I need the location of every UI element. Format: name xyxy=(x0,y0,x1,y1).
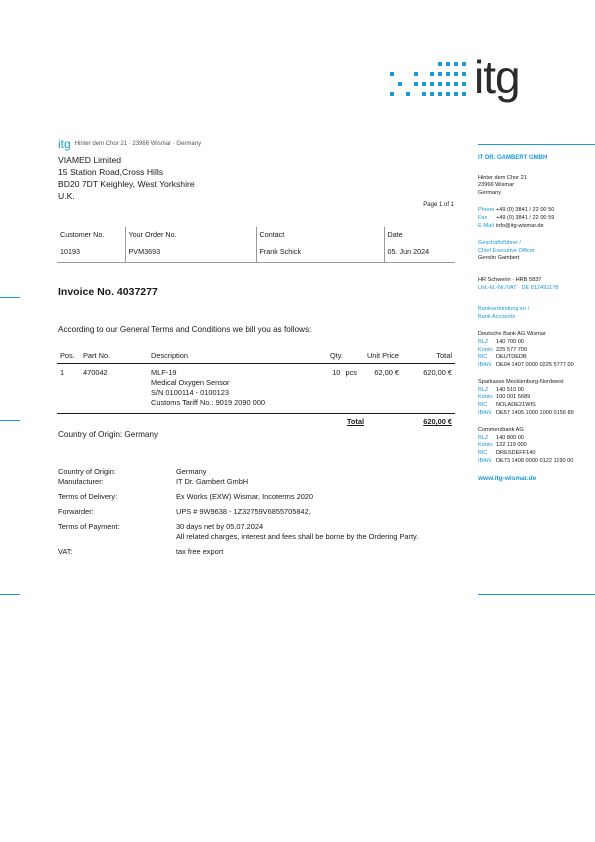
order-no-label: Your Order No. xyxy=(128,230,177,239)
term-value xyxy=(176,522,466,542)
company-address-line: Germany xyxy=(478,189,502,196)
date-cell xyxy=(384,227,455,263)
company-logo xyxy=(390,51,540,106)
bank-key: BLZ xyxy=(478,386,489,393)
logo-dot xyxy=(390,92,394,96)
term-row xyxy=(58,547,466,557)
bank-key: BLZ xyxy=(478,434,489,441)
logo-dot xyxy=(462,62,466,66)
item-unit-price: 62,00 € xyxy=(374,368,399,377)
bank-value: NOLADE21WIS xyxy=(496,402,536,409)
bank-key: BIC xyxy=(478,402,488,409)
right-column-top-rule xyxy=(478,144,595,145)
bank-key: Konto xyxy=(478,442,493,449)
registry-line: HR Schwerin · HRB 5837 xyxy=(478,276,542,283)
logo-dot xyxy=(462,92,466,96)
term-row xyxy=(58,477,466,487)
bank-row xyxy=(478,450,595,458)
logo-dot xyxy=(438,72,442,76)
company-info-column xyxy=(478,155,595,483)
bank-key: Konto xyxy=(478,346,493,353)
bank-row xyxy=(478,354,595,362)
term-value: tax free export xyxy=(176,547,224,556)
bank-row xyxy=(478,347,595,355)
bank-value: DEUTDEDB xyxy=(496,354,527,361)
company-name: IT DR. GAMBERT GMBH xyxy=(478,155,548,161)
contact-key: Fax xyxy=(478,214,488,221)
logo-dot xyxy=(398,82,402,86)
company-address-line: 23966 Wismar xyxy=(478,182,515,189)
contact-value: info@itg-wismar.de xyxy=(496,222,544,229)
term-key: Forwarder: xyxy=(58,507,94,516)
invoice-info-table xyxy=(57,227,455,263)
item-desc-line: S/N 0100114 - 0100123 xyxy=(151,388,229,397)
total-label-cell xyxy=(57,417,371,426)
item-part-no: 470042 xyxy=(83,368,108,377)
contact-row xyxy=(478,223,595,231)
bank-value: 140 510 00 xyxy=(496,386,524,393)
recipient-line: BD20 7DT Keighley, West Yorkshire xyxy=(58,179,195,189)
bank-row xyxy=(478,394,595,402)
bank-value: 140 700 00 xyxy=(496,338,524,345)
sender-address: Hinter dem Chor 21 · 23966 Wismar · Germany xyxy=(74,141,202,147)
recipient-address xyxy=(58,154,195,202)
total-label: Total xyxy=(346,417,364,426)
contact-value: +49 (0) 3841 / 22 00 59 xyxy=(496,214,555,221)
col-part-header: Part No. xyxy=(83,351,111,360)
logo-dot xyxy=(438,92,442,96)
terms-block xyxy=(58,467,466,562)
logo-dot xyxy=(430,72,434,76)
company-address xyxy=(478,175,595,198)
term-row xyxy=(58,467,466,477)
order-no-cell xyxy=(125,227,256,263)
bank-key: IBAN xyxy=(478,361,492,368)
md-heading-line: Chief Executive Officer xyxy=(478,247,535,254)
contact-row xyxy=(478,207,595,215)
bank-key: BIC xyxy=(478,354,488,361)
managing-director xyxy=(478,240,595,263)
md-heading-line: Geschäftsführer / xyxy=(478,240,521,247)
country-origin-line: Country of Origin: Germany xyxy=(58,430,159,439)
item-desc-line: Medical Oxygen Sensor xyxy=(151,378,230,387)
logo-dot xyxy=(438,62,442,66)
company-contact xyxy=(478,207,595,230)
bank-value: 100 001 5689 xyxy=(496,394,531,401)
punch-mark xyxy=(0,420,20,421)
contact-value: Frank Schick xyxy=(259,247,302,256)
logo-dot xyxy=(454,82,458,86)
term-row xyxy=(58,507,466,517)
term-key: Terms of Delivery: xyxy=(58,492,118,501)
total-value-cell xyxy=(371,417,455,426)
col-qty-header: Qty. xyxy=(329,351,343,360)
bank-value: DE57 1405 1000 1000 0156 89 xyxy=(496,409,574,416)
bank-value: DE73 1408 0000 0122 1190 00 xyxy=(496,457,574,464)
logo-dot xyxy=(446,92,450,96)
logo-dot xyxy=(438,82,442,86)
logo-dot xyxy=(422,82,426,86)
recipient-line: U.K. xyxy=(58,191,75,201)
invoice-title: Invoice No. 4037277 xyxy=(58,286,158,298)
total-value: 620,00 € xyxy=(423,417,452,426)
contact-key: Phone xyxy=(478,207,495,214)
date-label: Date xyxy=(387,230,403,239)
table-row xyxy=(57,364,455,408)
items-header-row xyxy=(57,348,455,364)
contact-label: Contact xyxy=(259,230,285,239)
col-total-header: Total xyxy=(436,351,452,360)
col-pos-header: Pos. xyxy=(60,351,75,360)
bank-row xyxy=(478,402,595,410)
term-value: IT Dr. Gambert GmbH xyxy=(176,477,249,486)
col-unit-header: Unit Price xyxy=(366,351,399,360)
logo-dot xyxy=(414,82,418,86)
bank-value: 225 577 700 xyxy=(496,346,528,353)
item-total: 620,00 € xyxy=(423,368,452,377)
logo-dot xyxy=(430,92,434,96)
bank-account xyxy=(478,427,595,465)
logo-dot xyxy=(414,72,418,76)
order-no-value: PVM3693 xyxy=(128,247,161,256)
bank-row xyxy=(478,410,595,418)
bank-account xyxy=(478,379,595,417)
bank-row xyxy=(478,435,595,443)
bank-key: BIC xyxy=(478,450,488,457)
contact-row xyxy=(478,215,595,223)
bank-name: Sparkasse Mecklenburg-Nordwest xyxy=(478,379,564,386)
contact-key: E-Mail xyxy=(478,222,494,229)
logo-dot xyxy=(446,82,450,86)
term-value: Germany xyxy=(176,467,207,476)
bank-value: DE04 1407 0000 0225 5777 00 xyxy=(496,361,574,368)
company-website-link[interactable]: www.itg-wismar.de xyxy=(478,475,537,483)
right-column-bottom-rule xyxy=(478,594,595,595)
sender-brand: itg xyxy=(58,137,71,151)
bank-row xyxy=(478,387,595,395)
bank-name: Commerzbank AG xyxy=(478,427,524,434)
items-table xyxy=(57,348,455,429)
item-desc-line: MLF-19 xyxy=(151,368,177,377)
term-key: Terms of Payment: xyxy=(58,522,120,531)
logo-text: itg xyxy=(474,51,520,103)
bank-heading xyxy=(478,306,595,321)
fold-mark xyxy=(0,594,20,595)
logo-dot xyxy=(446,72,450,76)
bank-account xyxy=(478,331,595,369)
md-name: Gerolin Gambert xyxy=(478,255,520,262)
bank-key: IBAN xyxy=(478,457,492,464)
intro-text: According to our General Terms and Conditions we bill you as follows: xyxy=(58,325,312,334)
registry-line: Ust.-Id.-Nr./VAT · DE 812491178 xyxy=(478,284,559,291)
fold-mark xyxy=(0,297,20,298)
term-value-line: 30 days net by 05.07.2024 xyxy=(176,522,264,531)
bank-heading-line: Bankverbindung en / xyxy=(478,306,530,313)
logo-dot xyxy=(454,92,458,96)
logo-dot xyxy=(454,72,458,76)
term-key: VAT: xyxy=(58,547,73,556)
company-address-line: Hinter dem Chor 21 xyxy=(478,174,527,181)
term-value: UPS # 9W9638 - 1Z32759V6855705842, xyxy=(176,507,311,516)
bank-row xyxy=(478,458,595,466)
term-value-line: All related charges, interest and fees shall be borne by the Ordering Party. xyxy=(176,532,419,541)
logo-dot xyxy=(422,92,426,96)
total-row xyxy=(57,413,455,429)
bank-value: DRESDEFF140 xyxy=(496,450,536,457)
customer-no-value: 10193 xyxy=(60,247,80,256)
term-key: Manufacturer: xyxy=(58,477,104,486)
term-key: Country of Origin: xyxy=(58,467,116,476)
item-desc-line: Customs Tariff No.: 9019 2090 000 xyxy=(151,398,265,407)
logo-dot xyxy=(462,72,466,76)
logo-dot xyxy=(406,92,410,96)
bank-name: Deutsche Bank AG Wismar xyxy=(478,331,546,338)
logo-dot xyxy=(454,62,458,66)
logo-dot xyxy=(446,62,450,66)
logo-dot xyxy=(430,82,434,86)
logo-dot xyxy=(462,82,466,86)
company-registry xyxy=(478,277,595,292)
item-qty xyxy=(311,368,357,408)
bank-key: IBAN xyxy=(478,409,492,416)
item-description xyxy=(151,368,311,408)
bank-key: Konto xyxy=(478,394,493,401)
bank-row xyxy=(478,362,595,370)
item-qty-unit: pcs xyxy=(345,368,357,377)
date-value: 05. Jun 2024 xyxy=(387,247,430,256)
bank-row xyxy=(478,442,595,450)
contact-cell xyxy=(256,227,384,263)
customer-no-cell xyxy=(57,227,125,263)
logo-dot xyxy=(390,72,394,76)
item-qty-value: 10 xyxy=(332,368,341,377)
recipient-line: VIAMED Limited xyxy=(58,155,122,165)
contact-value: +49 (0) 3841 / 22 00 50 xyxy=(496,207,555,214)
recipient-line: 15 Station Road,Cross Hills xyxy=(58,167,164,177)
sender-line xyxy=(58,138,201,150)
item-pos: 1 xyxy=(60,368,65,377)
bank-key: BLZ xyxy=(478,338,489,345)
term-row xyxy=(58,492,466,502)
bank-value: 140 800 00 xyxy=(496,434,524,441)
term-value: Ex Works (EXW) Wismar, Incoterms 2020 xyxy=(176,492,314,501)
term-row xyxy=(58,522,466,542)
page-info: Page 1 of 1 xyxy=(423,202,454,208)
bank-value: 122 119 000 xyxy=(496,442,527,449)
col-desc-header: Description xyxy=(151,351,188,360)
bank-row xyxy=(478,339,595,347)
bank-heading-line: Bank Accounts xyxy=(478,313,516,320)
customer-no-label: Customer No. xyxy=(60,230,105,239)
